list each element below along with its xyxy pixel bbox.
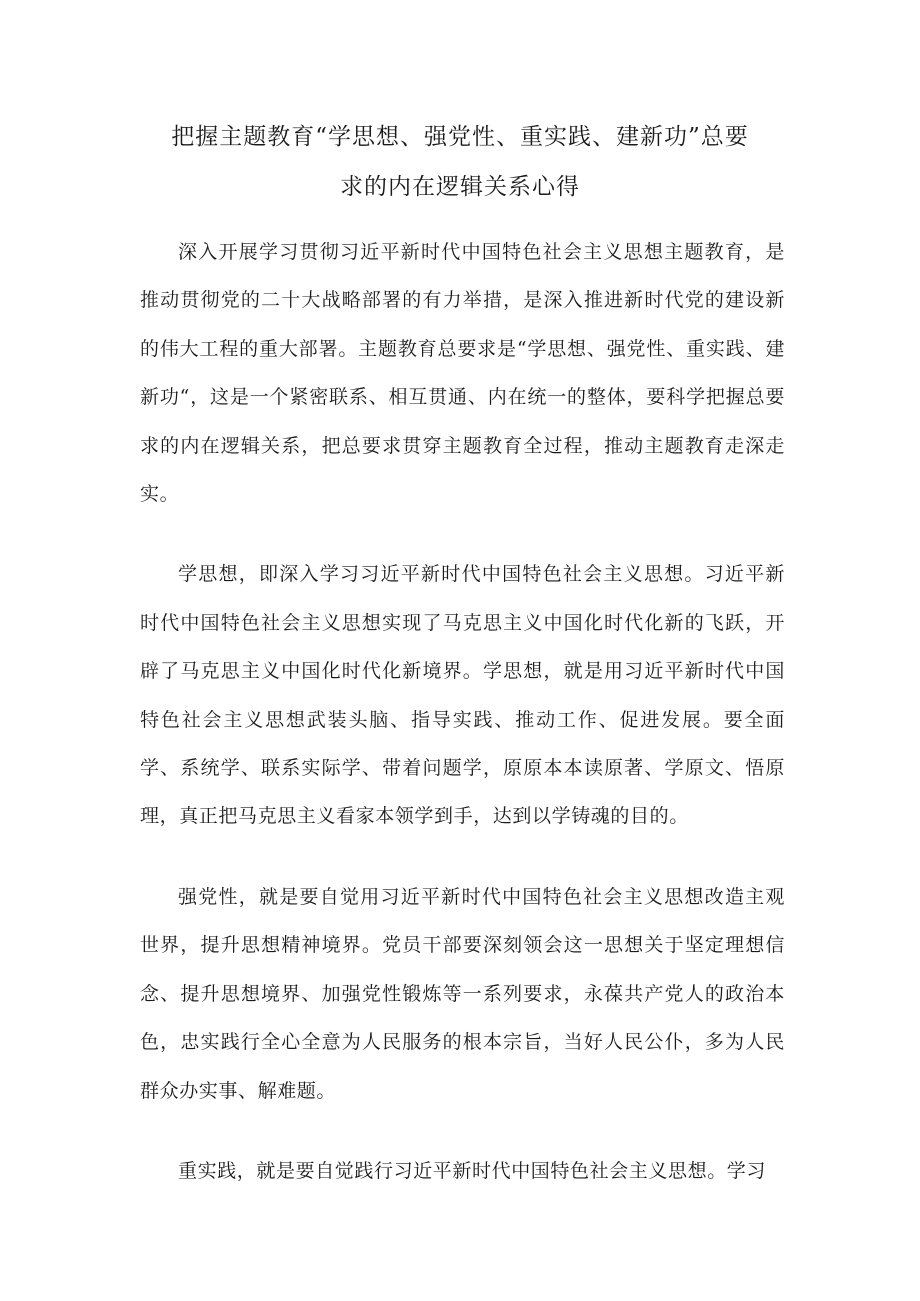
title-line-1: 把握主题教育“学思想、强党性、重实践、建新功”总要 — [171, 124, 749, 150]
paragraph-study-thought: 学思想，即深入学习习近平新时代中国特色社会主义思想。习近平新时代中国特色社会主义思想实现了马克思主义中国化时代化新的飞跃，开辟了马克思主义中国化时代化新境界。学思想，就是用习近平新时代中国特色社会主义思想武装头脑、指导实践、推动工作、促进发展。要全面学、系统学、联系实际学、带着问题学，原原本本读原著、学原文、悟原理，真正把马克思主义看家本领学到手，达到以学铸魂的目的。 — [140, 563, 785, 828]
paragraph-strengthen-party-spirit: 强党性，就是要自觉用习近平新时代中国特色社会主义思想改造主观世界，提升思想精神境界。党员干部要深刻领会这一思想关于坚定理想信念、提升思想境界、加强党性锻炼等一系列要求，永葆共产党人的政治本色，忠实践行全心全意为人民服务的根本宗旨，当好人民公仆，多为人民群众办实事、解难题。 — [140, 885, 785, 1102]
paragraph-emphasize-practice: 重实践，就是要自觉践行习近平新时代中国特色社会主义思想。学习 — [178, 1159, 767, 1182]
document-title — [135, 112, 785, 212]
paragraph-intro: 深入开展学习贯彻习近平新时代中国特色社会主义思想主题教育，是推动贯彻党的二十大战略部署的有力举措，是深入推进新时代党的建设新的伟大工程的重大部署。主题教育总要求是“学思想、强党性、重实践、建新功“，这是一个紧密联系、相互贯通、内在统一的整体，要科学把握总要求的内在逻辑关系，把总要求贯穿主题教育全过程，推动主题教育走深走实。 — [140, 241, 785, 506]
document-body — [140, 228, 785, 1227]
title-line-2: 求的内在逻辑关系心得 — [340, 174, 580, 200]
